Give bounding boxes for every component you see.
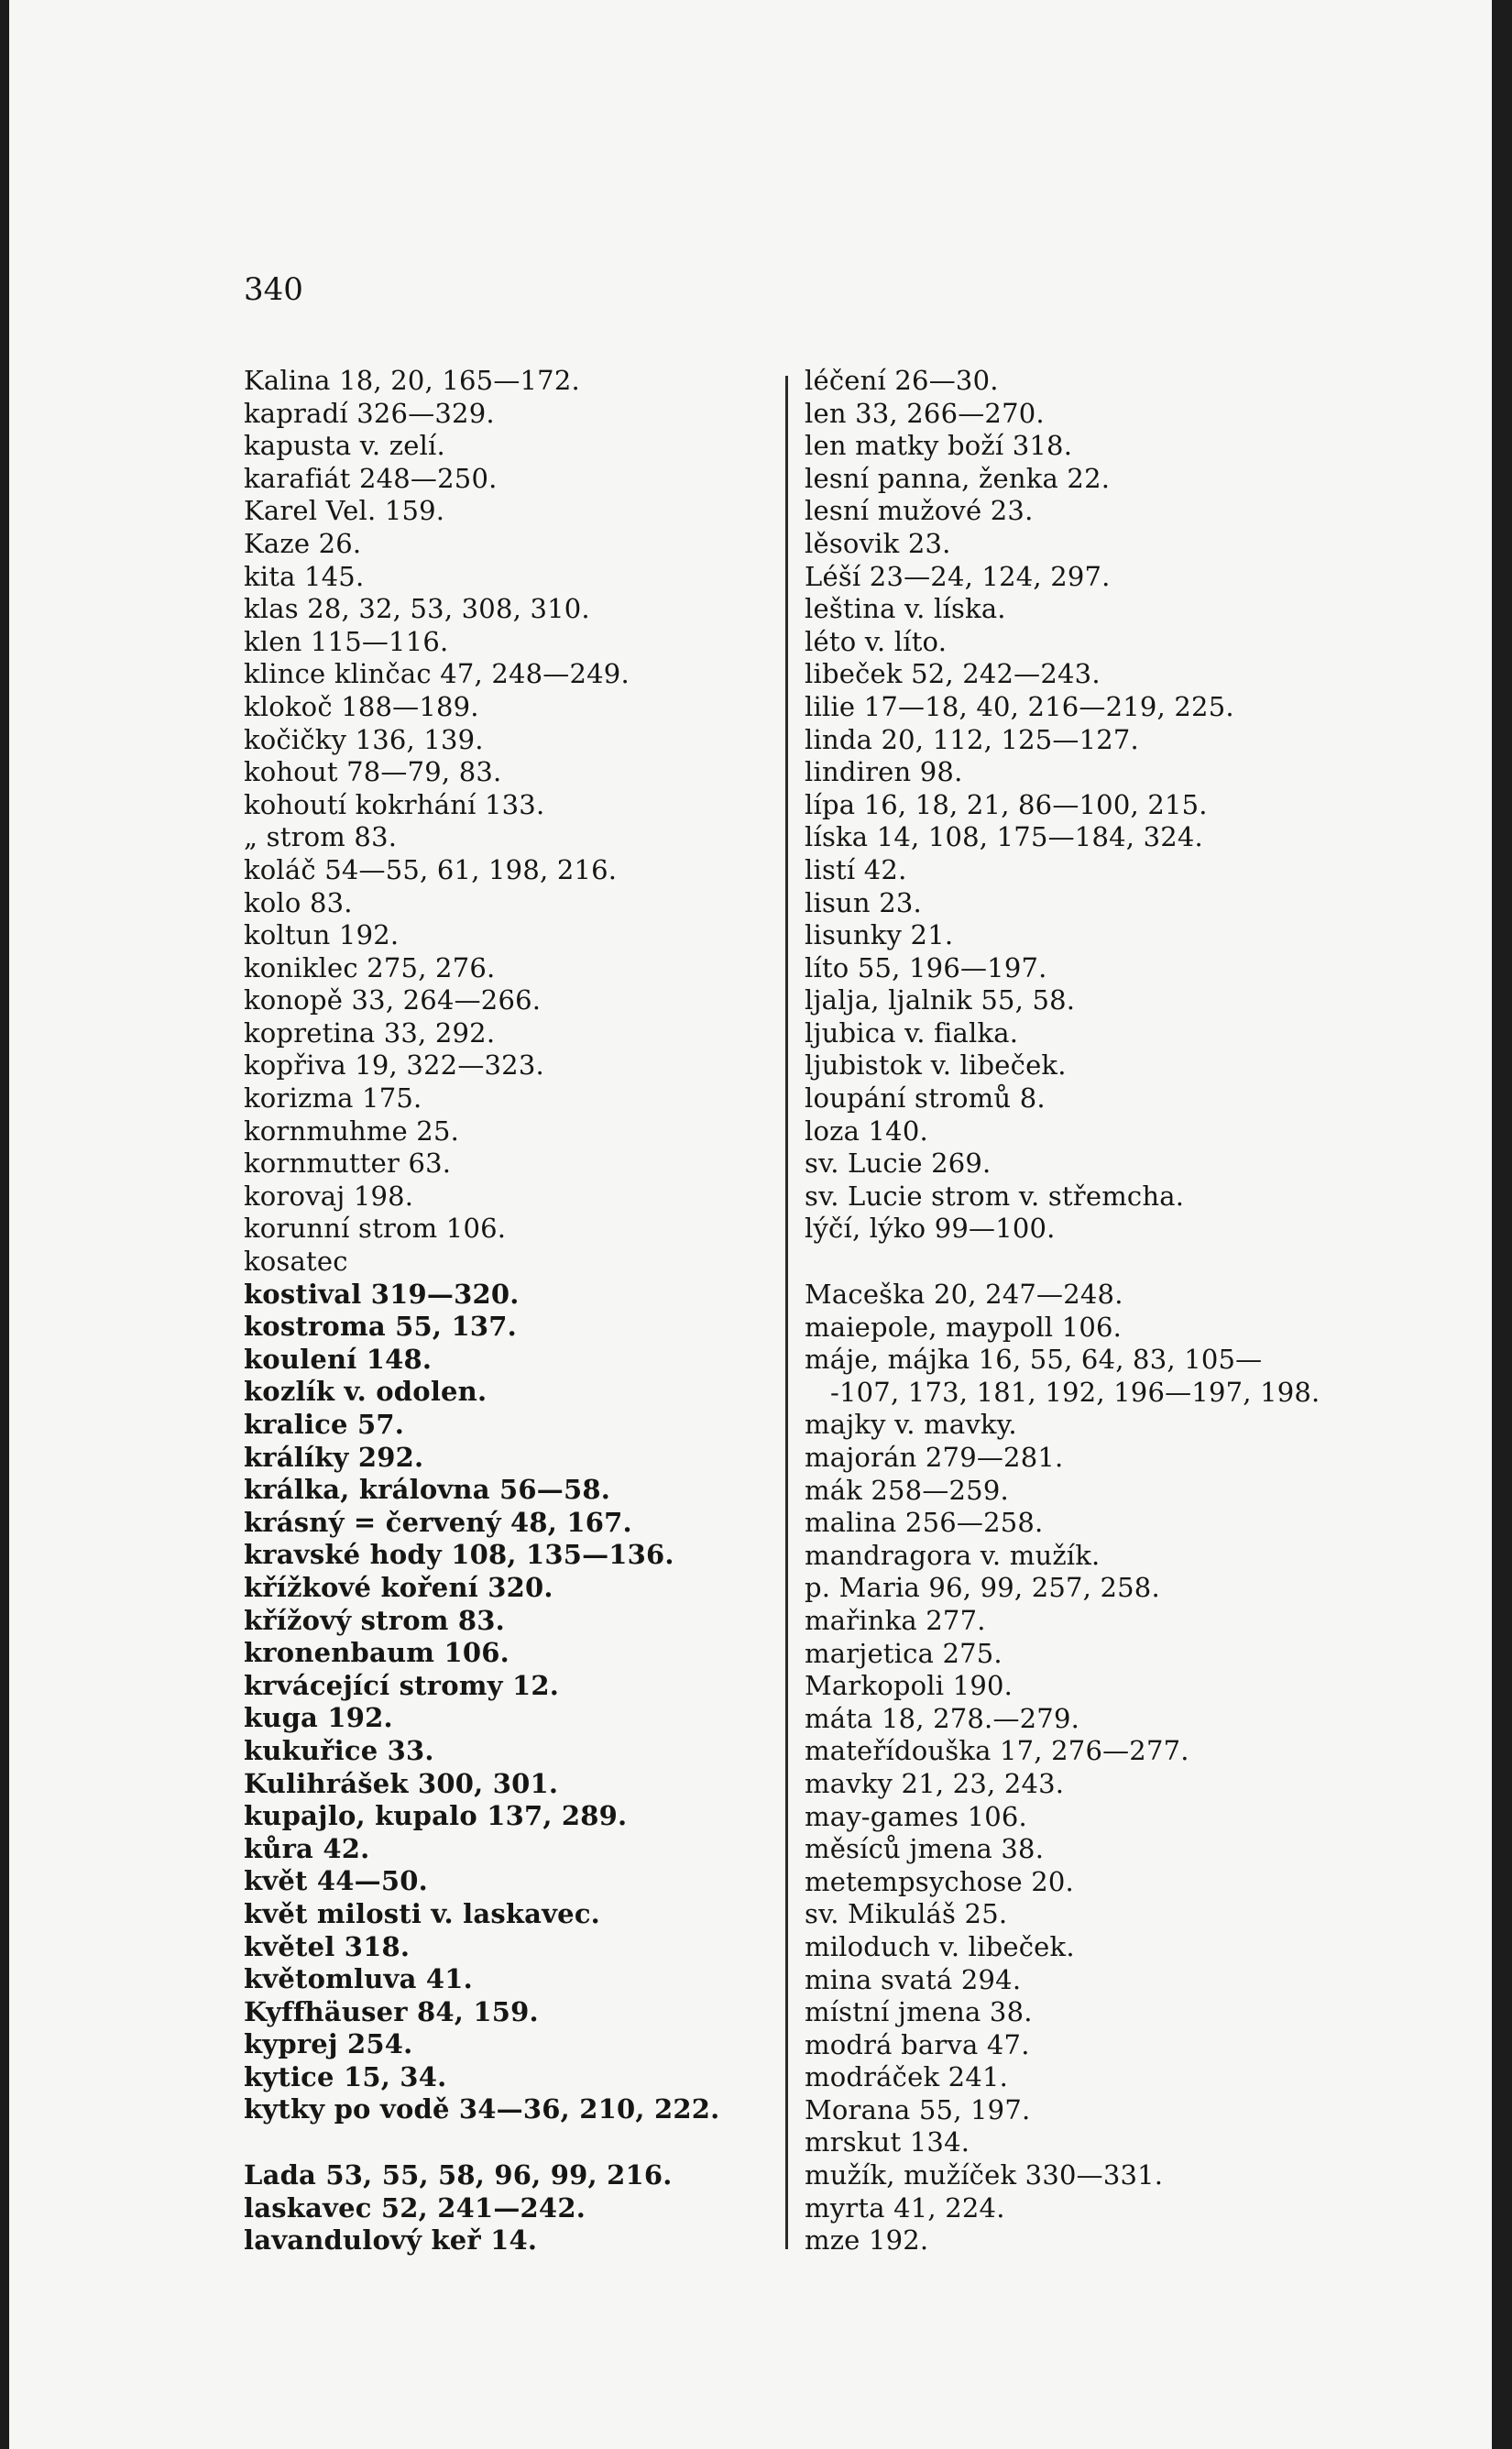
scan-edge-right	[1492, 0, 1512, 2449]
index-entry: lisunky 21.	[805, 919, 954, 951]
index-entry: líto 55, 196—197.	[805, 951, 1047, 983]
index-entry: Léší 23—24, 124, 297.	[805, 560, 1111, 592]
index-entry: lípa 16, 18, 21, 86—100, 215.	[805, 788, 1208, 820]
index-entry: květomluva 41.	[244, 1963, 473, 1995]
index-entry: křížkové koření 320.	[244, 1571, 553, 1603]
index-entry: may-games 106.	[805, 1800, 1027, 1832]
index-entry: kolo 83.	[244, 886, 353, 918]
index-entry: Kaze 26.	[244, 527, 362, 559]
index-entry: len 33, 266—270.	[805, 397, 1045, 429]
index-entry: koltun 192.	[244, 919, 400, 951]
index-entry: kronenbaum 106.	[244, 1637, 509, 1669]
index-entry: kosatec	[244, 1246, 348, 1278]
index-entry: léto v. líto.	[805, 625, 948, 657]
index-entry: lýčí, lýko 99—100.	[805, 1213, 1056, 1245]
index-entry: libeček 52, 242—243.	[805, 658, 1101, 690]
index-entry: kytice 15, 34.	[244, 2060, 447, 2092]
index-entry: kostival 319—320.	[244, 1278, 520, 1310]
index-entry: mařinka 277.	[805, 1604, 986, 1636]
index-entry: Morana 55, 197.	[805, 2093, 1031, 2125]
index-entry: linda 20, 112, 125—127.	[805, 723, 1139, 755]
index-entry: králíky 292.	[244, 1441, 424, 1473]
index-entry: květel 318.	[244, 1930, 411, 1962]
index-entry: kravské hody 108, 135—136.	[244, 1539, 674, 1571]
index-entry: karafiát 248—250.	[244, 462, 498, 494]
index-entry: kornmutter 63.	[244, 1148, 452, 1180]
index-entry: lěsovik 23.	[805, 527, 951, 559]
index-entry: sv. Lucie 269.	[805, 1148, 992, 1180]
index-entry: malina 256—258.	[805, 1507, 1044, 1539]
index-entry: leština v. líska.	[805, 593, 1006, 625]
index-entry: metempsychose 20.	[805, 1865, 1074, 1897]
index-entry: modráček 241.	[805, 2061, 1009, 2093]
index-entry: modrá barva 47.	[805, 2028, 1030, 2060]
index-entry: kopřiva 19, 322—323.	[244, 1049, 544, 1082]
index-entry: korunní strom 106.	[244, 1213, 507, 1245]
index-entry: majky v. mavky.	[805, 1409, 1017, 1441]
index-entry: sv. Mikuláš 25.	[805, 1898, 1008, 1930]
index-entry: máta 18, 278.—279.	[805, 1702, 1080, 1734]
index-entry: ljalja, ljalnik 55, 58.	[805, 984, 1076, 1016]
index-entry: listí 42.	[805, 853, 907, 885]
index-entry: mák 258—259.	[805, 1474, 1009, 1506]
index-entry: kytky po vodě 34—36, 210, 222.	[244, 2093, 720, 2125]
index-entry: místní jmena 38.	[805, 1996, 1033, 2028]
index-entry: květ 44—50.	[244, 1865, 428, 1897]
index-entry: ljubica v. fialka.	[805, 1016, 1019, 1049]
index-entry: mateřídouška 17, 276—277.	[805, 1735, 1189, 1767]
index-entry: kralice 57.	[244, 1409, 405, 1440]
index-entry: krásný = červený 48, 167.	[244, 1506, 632, 1538]
index-entry: měsíců jmena 38.	[805, 1833, 1045, 1865]
index-entry: maiepole, maypoll 106.	[805, 1311, 1123, 1343]
index-entry: koulení 148.	[244, 1343, 433, 1375]
index-entry: klas 28, 32, 53, 308, 310.	[244, 593, 590, 625]
index-entry: mrskut 134.	[805, 2126, 970, 2158]
index-entry: kukuřice 33.	[244, 1734, 434, 1766]
index-entry: Kalina 18, 20, 165—172.	[244, 365, 580, 396]
index-entry: miloduch v. libeček.	[805, 1930, 1075, 1962]
index-entry: kupajlo, kupalo 137, 289.	[244, 1800, 628, 1832]
scan-edge-left	[0, 0, 9, 2449]
index-entry: kočičky 136, 139.	[244, 723, 484, 755]
index-entry: ljubistok v. libeček.	[805, 1049, 1067, 1082]
index-entry: kozlík v. odolen.	[244, 1376, 488, 1408]
index-entry: Kulihrášek 300, 301.	[244, 1767, 559, 1799]
index-entry: mina svatá 294.	[805, 1963, 1022, 1995]
index-entry: kohout 78—79, 83.	[244, 756, 502, 788]
index-entry: kostroma 55, 137.	[244, 1311, 517, 1343]
index-entry: kornmuhme 25.	[244, 1115, 460, 1147]
index-entry: máje, májka 16, 55, 64, 83, 105—	[805, 1344, 1263, 1376]
index-entry: sv. Lucie strom v. střemcha.	[805, 1180, 1185, 1212]
index-entry: léčení 26—30.	[805, 365, 999, 396]
index-entry: majorán 279—281.	[805, 1442, 1064, 1473]
index-entry: korovaj 198.	[244, 1180, 414, 1212]
index-entry: lavandulový keř 14.	[244, 2224, 538, 2257]
index-entry: koniklec 275, 276.	[244, 951, 496, 983]
index-entry: kita 145.	[244, 560, 365, 592]
index-entry: konopě 33, 264—266.	[244, 984, 542, 1016]
index-entry: lisun 23.	[805, 886, 922, 918]
index-entry: kopretina 33, 292.	[244, 1016, 496, 1049]
index-entry: Markopoli 190.	[805, 1670, 1013, 1702]
index-entry: p. Maria 96, 99, 257, 258.	[805, 1572, 1160, 1604]
index-entry: králka, královna 56—58.	[244, 1474, 611, 1506]
index-entry: mužík, mužíček 330—331.	[805, 2159, 1164, 2191]
index-entry: mandragora v. mužík.	[805, 1539, 1101, 1571]
index-entry: loupání stromů 8.	[805, 1082, 1046, 1115]
index-entry: „ strom 83.	[244, 821, 398, 853]
index-entry: loza 140.	[805, 1115, 928, 1147]
index-entry: klokoč 188—189.	[244, 690, 479, 722]
index-entry: Karel Vel. 159.	[244, 495, 445, 527]
index-entry: lesní panna, ženka 22.	[805, 462, 1111, 494]
index-entry: klince klinčac 47, 248—249.	[244, 658, 630, 690]
index-column-right	[805, 365, 1345, 2257]
index-entry: kyprej 254.	[244, 2028, 413, 2060]
index-entry: kuga 192.	[244, 1702, 393, 1734]
index-entry: len matky boží 318.	[805, 430, 1073, 462]
index-entry: marjetica 275.	[805, 1637, 1003, 1669]
index-entry: laskavec 52, 241—242.	[244, 2191, 586, 2224]
index-entry: koláč 54—55, 61, 198, 216.	[244, 853, 618, 885]
page-number: 340	[244, 271, 303, 308]
index-column-left	[244, 365, 757, 2257]
index-entry: mze 192.	[805, 2224, 929, 2257]
index-entry: krvácející stromy 12.	[244, 1669, 560, 1701]
index-entry: kapradí 326—329.	[244, 397, 495, 429]
index-entry: kapusta v. zelí.	[244, 430, 445, 462]
index-entry: kohoutí kokrhání 133.	[244, 788, 545, 820]
index-entry: klen 115—116.	[244, 625, 449, 657]
index-entry: líska 14, 108, 175—184, 324.	[805, 821, 1203, 853]
column-divider	[785, 376, 788, 2249]
index-entry: mavky 21, 23, 243.	[805, 1767, 1065, 1799]
index-entry: Maceška 20, 247—248.	[805, 1279, 1123, 1311]
index-entry: myrta 41, 224.	[805, 2191, 1005, 2224]
index-entry: -107, 173, 181, 192, 196—197, 198.	[830, 1376, 1320, 1408]
index-entry: křížový strom 83.	[244, 1604, 505, 1636]
index-entry: lilie 17—18, 40, 216—219, 225.	[805, 690, 1234, 722]
index-entry: kůra 42.	[244, 1832, 370, 1864]
index-entry: korizma 175.	[244, 1082, 422, 1115]
index-entry: lindiren 98.	[805, 756, 963, 788]
index-entry: Kyffhäuser 84, 159.	[244, 1995, 539, 2027]
index-entry: lesní mužové 23.	[805, 495, 1034, 527]
index-entry: květ milosti v. laskavec.	[244, 1897, 600, 1929]
index-entry: Lada 53, 55, 58, 96, 99, 216.	[244, 2159, 673, 2191]
